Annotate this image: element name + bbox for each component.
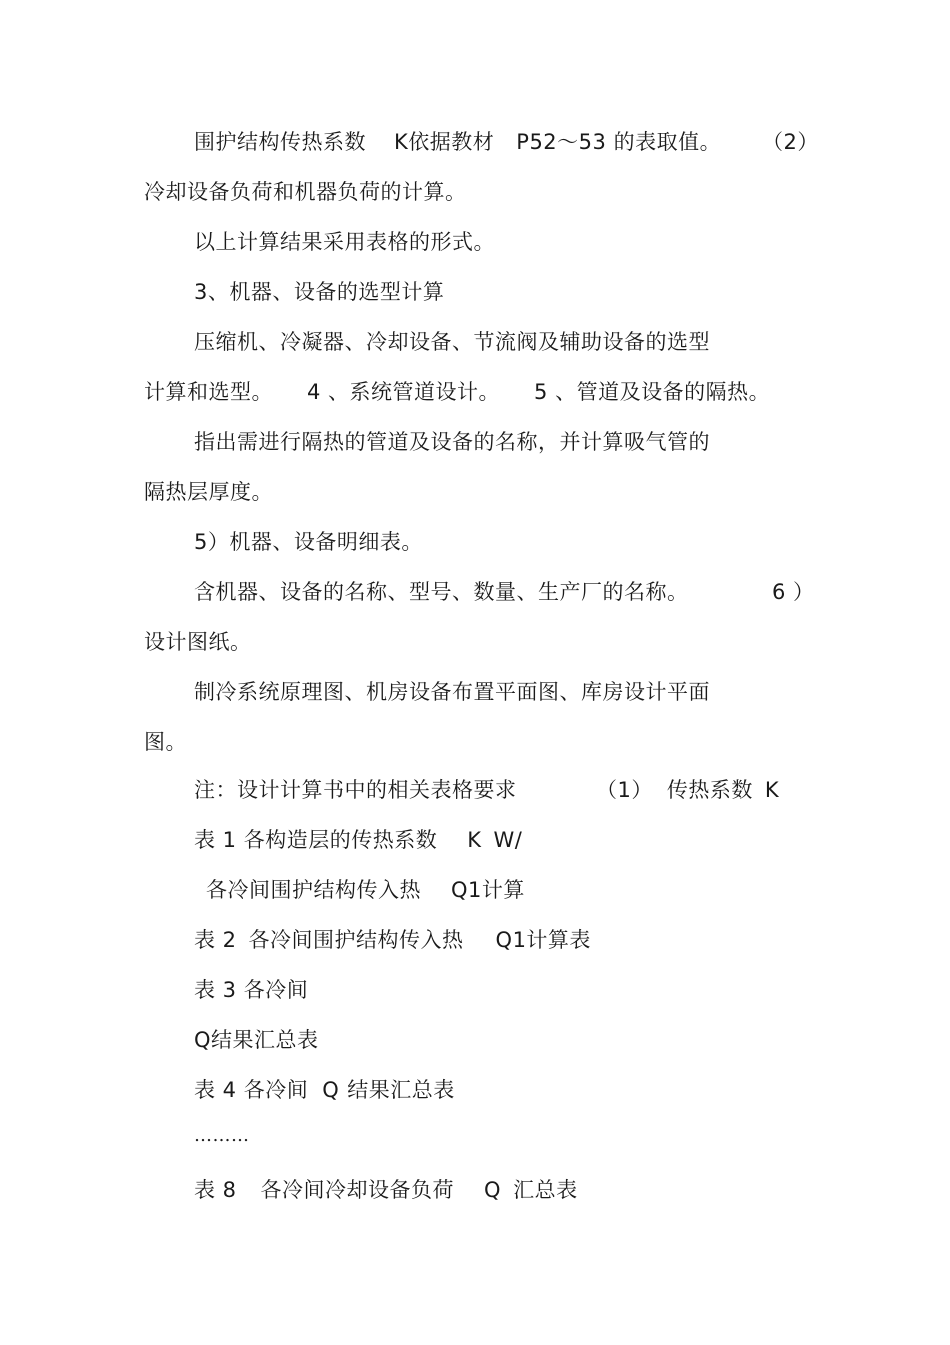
- text-segment: 计算和选型。: [144, 380, 273, 404]
- text-segment: 压缩机、冷凝器、冷却设备、节流阀及辅助设备的选型: [194, 330, 710, 354]
- text-line: [194, 429, 710, 455]
- text-segment: ………: [194, 1125, 250, 1146]
- text-segment: 表 2: [194, 928, 237, 952]
- text-segment: Q1计算: [451, 878, 525, 902]
- text-segment: 表 1 各构造层的传热系数: [194, 828, 438, 852]
- text-segment: 5）机器、设备明细表。: [194, 530, 423, 554]
- text-segment: 图。: [144, 730, 187, 754]
- text-segment: 4 、系统管道设计。: [307, 380, 501, 404]
- text-line: [194, 777, 517, 803]
- text-segment: 5 、管道及设备的隔热。: [534, 380, 771, 404]
- text-line: [762, 129, 819, 155]
- text-line: [144, 629, 252, 655]
- text-line: [194, 927, 591, 953]
- text-line: [194, 329, 710, 355]
- text-segment: 注：设计计算书中的相关表格要求: [194, 778, 517, 802]
- text-segment: K依据教材: [394, 130, 495, 154]
- text-segment: 冷却设备负荷和机器负荷的计算。: [144, 180, 467, 204]
- text-line: [144, 479, 273, 505]
- text-segment: （2）: [762, 130, 819, 154]
- text-segment: 制冷系统原理图、机房设备布置平面图、库房设计平面: [194, 680, 710, 704]
- text-line: [144, 179, 467, 205]
- text-segment: Q结果汇总表: [194, 1028, 319, 1052]
- ellipsis-line: [194, 1123, 250, 1149]
- text-line: [144, 379, 770, 405]
- text-segment: （1）: [596, 778, 653, 802]
- text-segment: W/: [493, 828, 523, 852]
- text-line: [772, 579, 815, 605]
- text-line: [194, 129, 721, 155]
- text-segment: 表 4 各冷间: [194, 1078, 309, 1102]
- text-line: [194, 977, 308, 1003]
- text-segment: 各冷间冷却设备负荷: [260, 1178, 455, 1202]
- text-line: [194, 529, 423, 555]
- text-segment: 以上计算结果采用表格的形式。: [194, 230, 495, 254]
- text-segment: Q1计算表: [495, 928, 591, 952]
- text-line: [194, 579, 689, 605]
- text-line: [194, 827, 522, 853]
- text-line: [194, 279, 444, 305]
- text-segment: 结果汇总表: [347, 1078, 455, 1102]
- text-segment: 隔热层厚度。: [144, 480, 273, 504]
- text-line: [194, 1027, 319, 1053]
- text-line: [144, 729, 187, 755]
- text-segment: K: [764, 778, 780, 802]
- text-segment: 3、机器、设备的选型计算: [194, 280, 445, 304]
- text-line: [596, 777, 779, 803]
- text-line: [206, 877, 525, 903]
- text-segment: P52～53 的表取值。: [516, 130, 722, 154]
- text-segment: 汇总表: [513, 1178, 578, 1202]
- text-segment: Q: [484, 1178, 502, 1202]
- text-line: [194, 229, 495, 255]
- text-segment: 含机器、设备的名称、型号、数量、生产厂的名称。: [194, 580, 689, 604]
- text-line: [194, 1177, 578, 1203]
- text-segment: Q: [322, 1078, 340, 1102]
- text-segment: 表 8: [194, 1178, 237, 1202]
- text-segment: 传热系数: [666, 778, 753, 802]
- text-segment: 表 3 各冷间: [194, 978, 309, 1002]
- text-line: [194, 679, 710, 705]
- text-line: [194, 1077, 455, 1103]
- text-segment: 围护结构传热系数: [194, 130, 366, 154]
- text-segment: 各冷间围护结构传入热: [206, 878, 421, 902]
- text-segment: 指出需进行隔热的管道及设备的名称，并计算吸气管的: [194, 430, 710, 454]
- text-segment: 各冷间围护结构传入热: [248, 928, 464, 952]
- text-segment: 6 ）: [772, 580, 815, 604]
- text-segment: 设计图纸。: [144, 630, 252, 654]
- text-segment: K: [467, 828, 482, 852]
